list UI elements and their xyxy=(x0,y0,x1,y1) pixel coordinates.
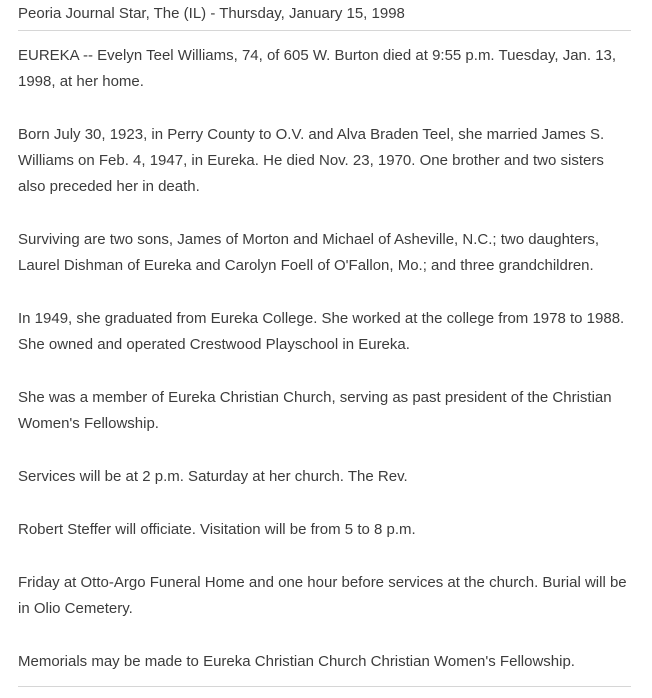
paragraph-birth: Born July 30, 1923, in Perry County to O.V. and Alva Braden Teel, she married James S. Williams on Feb. 4, 1947, in Eureka. He died Nov. 23, 1970. One brother and two sisters also preceded her in death. xyxy=(18,126,605,195)
paragraph-survivors: Surviving are two sons, James of Morton and Michael of Asheville, N.C.; two daughters, Laurel Dishman of Eureka and Carolyn Foell of O'Fallon, Mo.; and three grandchildren. xyxy=(18,231,600,274)
paragraph-memorials: Memorials may be made to Eureka Christian Church Christian Women's Fellowship. xyxy=(18,653,575,670)
paragraph-officiant: Robert Steffer will officiate. Visitation will be from 5 to 8 p.m. xyxy=(18,521,416,538)
paragraph-burial: Friday at Otto-Argo Funeral Home and one hour before services at the church. Burial will be in Olio Cemetery. xyxy=(18,574,627,617)
paragraph-education: In 1949, she graduated from Eureka College. She worked at the college from 1978 to 1988. She owned and operated Crestwood Playschool in Eureka. xyxy=(18,310,625,353)
obituary-article xyxy=(18,31,634,675)
paragraph-services: Services will be at 2 p.m. Saturday at her church. The Rev. xyxy=(18,468,408,485)
source-line: Peoria Journal Star, The (IL) - Thursday, January 15, 1998 xyxy=(18,5,405,22)
paragraph-intro: EUREKA -- Evelyn Teel Williams, 74, of 605 W. Burton died at 9:55 p.m. Tuesday, Jan. 13, 1998, at her home. xyxy=(18,47,617,90)
bottom-divider xyxy=(18,686,631,687)
paragraph-church: She was a member of Eureka Christian Church, serving as past president of the Christian Women's Fellowship. xyxy=(18,389,612,432)
